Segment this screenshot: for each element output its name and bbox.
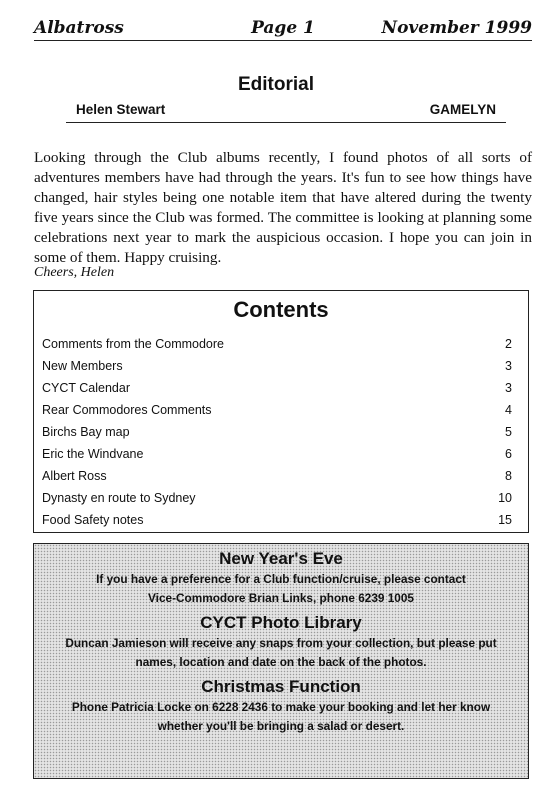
- contents-item: [34, 337, 528, 359]
- contents-item-page: 2: [505, 337, 512, 351]
- notice-photo-library: [34, 612, 528, 672]
- contents-item-page: 4: [505, 403, 512, 417]
- contents-item: [34, 381, 528, 403]
- contents-item-page: 8: [505, 469, 512, 483]
- notice-line: If you have a preference for a Club function/cruise, please contact: [96, 572, 466, 586]
- contents-item-title: Food Safety notes: [42, 513, 144, 527]
- contents-item-title: New Members: [42, 359, 123, 373]
- notice-christmas-function: [34, 676, 528, 736]
- contents-item-title: Albert Ross: [42, 469, 107, 483]
- notice-line: Duncan Jamieson will receive any snaps from your collection, but please put: [65, 636, 497, 650]
- contents-list: [34, 337, 528, 535]
- author-name: Helen Stewart: [76, 102, 166, 117]
- contents-item-title: Dynasty en route to Sydney: [42, 491, 196, 505]
- notice-heading: Christmas Function: [201, 677, 361, 696]
- contents-item-page: 5: [505, 425, 512, 439]
- newsletter-name: Albatross: [34, 18, 124, 38]
- contents-title: Contents: [233, 297, 329, 322]
- editorial-title: Editorial: [237, 74, 314, 95]
- contents-item: [34, 425, 528, 447]
- contents-item: [34, 513, 528, 535]
- notice-new-years-eve: [34, 548, 528, 608]
- notice-line: Phone Patricia Locke on 6228 2436 to make your booking and let her know: [71, 700, 491, 714]
- editorial-signoff: Cheers, Helen: [34, 265, 115, 280]
- notice-heading: New Year's Eve: [219, 549, 343, 568]
- contents-item-page: 3: [505, 381, 512, 395]
- notice-line: Vice-Commodore Brian Links, phone 6239 1005: [148, 591, 414, 605]
- contents-item: [34, 403, 528, 425]
- contents-item-page: 6: [505, 447, 512, 461]
- boat-name: GAMELYN: [429, 102, 496, 117]
- contents-item-title: Rear Commodores Comments: [42, 403, 212, 417]
- contents-box: [33, 290, 529, 533]
- contents-item-page: 3: [505, 359, 512, 373]
- contents-item: [34, 359, 528, 381]
- notice-heading: CYCT Photo Library: [200, 613, 362, 632]
- contents-item-title: Birchs Bay map: [42, 425, 130, 439]
- contents-item: [34, 469, 528, 491]
- contents-item-page: 10: [498, 491, 512, 505]
- editorial-body: Looking through the Club albums recently, I found photos of all sorts of adventures members have had through the years. It's fun to see how things have changed, hair styles being one notable item that have altered during the twenty five years since the Club was formed. The committee is looking at planning some celebrations next year to mark the auspicious occasion. I hope you can join in some of them. Happy cruising.: [34, 149, 532, 266]
- page-number: Page 1: [251, 18, 315, 38]
- notice-line: whether you'll be bringing a salad or desert.: [157, 719, 405, 733]
- issue-date: November 1999: [381, 18, 532, 38]
- notice-line: names, location and date on the back of the photos.: [135, 655, 427, 669]
- notices-box: [33, 543, 529, 779]
- contents-item-page: 15: [498, 513, 512, 527]
- contents-item-title: Eric the Windvane: [42, 447, 144, 461]
- contents-item: [34, 491, 528, 513]
- contents-item-title: Comments from the Commodore: [42, 337, 225, 351]
- contents-item-title: CYCT Calendar: [42, 381, 131, 395]
- contents-item: [34, 447, 528, 469]
- page-header: [34, 16, 532, 41]
- byline: [66, 102, 506, 123]
